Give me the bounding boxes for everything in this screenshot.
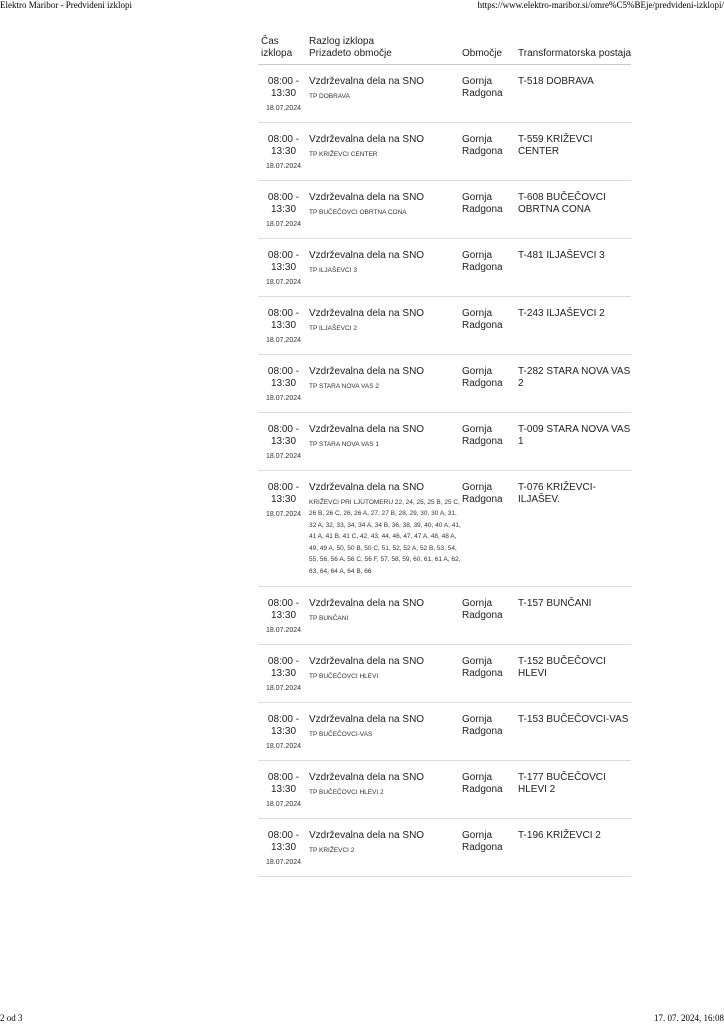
table-row bbox=[258, 413, 631, 471]
outage-date: 18.07.2024 bbox=[265, 743, 302, 750]
transformer-station: T-076 KRIŽEVCI-ILJAŠEV. bbox=[518, 482, 596, 505]
area-cell bbox=[462, 181, 518, 239]
outage-time: 08:00 - 13:30 bbox=[267, 250, 300, 273]
station-cell bbox=[518, 471, 631, 587]
time-cell bbox=[258, 239, 309, 297]
header-area: Območje bbox=[462, 35, 518, 65]
region-name: Gornja Radgona bbox=[462, 772, 503, 795]
region-name: Gornja Radgona bbox=[462, 598, 503, 621]
outage-time: 08:00 - 13:30 bbox=[267, 424, 300, 447]
outage-time: 08:00 - 13:30 bbox=[267, 830, 300, 853]
time-cell bbox=[258, 761, 309, 819]
outage-date: 18.07.2024 bbox=[265, 801, 302, 808]
station-cell bbox=[518, 703, 631, 761]
affected-area: TP BUNČANI bbox=[309, 614, 349, 622]
reason-cell bbox=[309, 587, 462, 645]
area-cell bbox=[462, 239, 518, 297]
outage-reason: Vzdrževalna dela na SNO bbox=[309, 308, 425, 319]
station-cell bbox=[518, 297, 631, 355]
reason-cell bbox=[309, 703, 462, 761]
outage-time: 08:00 - 13:30 bbox=[267, 772, 300, 795]
table-header bbox=[258, 35, 631, 65]
affected-area: KRIŽEVCI PRI LJUTOMERU 22, 24, 25, 25 B, 25 C, 26 B, 26 C, 26, 26 A, 27, 27 B, 28, 29, 30, 30 A, 31, 32 A, 32, 33, 34, 34 A, 34 B, 36, 38, 39, 40, 40 A, 41, 41 A, 41 B, 41 C, 42, 43, 44, 46, 47, 47 A, 48, 48 A, 49, 49 A, 50, 50 B, 50 C, 51, 52, 52 A, 52 B, 53, 54, 55, 56, 56 A, 56 C, 56 F, 57, 58, 59, 60, 61, 61 A, 62, 63, 64, 64 A, 64 B, 66 bbox=[309, 498, 461, 575]
region-name: Gornja Radgona bbox=[462, 482, 503, 505]
outage-reason: Vzdrževalna dela na SNO bbox=[309, 366, 425, 377]
area-cell bbox=[462, 355, 518, 413]
region-name: Gornja Radgona bbox=[462, 308, 503, 331]
transformer-station: T-243 ILJAŠEVCI 2 bbox=[518, 308, 605, 319]
time-cell bbox=[258, 181, 309, 239]
affected-area: TP KRIŽEVCI CENTER bbox=[309, 150, 378, 158]
header-reason-line2: Prizadeto območje bbox=[309, 48, 392, 59]
time-cell bbox=[258, 703, 309, 761]
header-time-line2: izklopa bbox=[261, 48, 293, 59]
outage-date: 18.07.2024 bbox=[265, 453, 302, 460]
station-cell bbox=[518, 239, 631, 297]
area-cell bbox=[462, 297, 518, 355]
area-cell bbox=[462, 471, 518, 587]
transformer-station: T-157 BUNČANI bbox=[518, 598, 592, 609]
region-name: Gornja Radgona bbox=[462, 366, 503, 389]
table-row bbox=[258, 239, 631, 297]
header-time bbox=[258, 35, 309, 65]
time-cell bbox=[258, 123, 309, 181]
outage-date: 18.07.2024 bbox=[265, 279, 302, 286]
outage-time: 08:00 - 13:30 bbox=[267, 134, 300, 157]
area-cell bbox=[462, 587, 518, 645]
outage-time: 08:00 - 13:30 bbox=[267, 76, 300, 99]
outage-table bbox=[258, 35, 631, 877]
affected-area: TP ILJAŠEVCI 2 bbox=[309, 324, 357, 332]
station-cell bbox=[518, 355, 631, 413]
time-cell bbox=[258, 297, 309, 355]
region-name: Gornja Radgona bbox=[462, 76, 503, 99]
area-cell bbox=[462, 761, 518, 819]
reason-cell bbox=[309, 181, 462, 239]
time-cell bbox=[258, 65, 309, 123]
station-cell bbox=[518, 123, 631, 181]
affected-area: TP STARA NOVA VAS 1 bbox=[309, 440, 379, 448]
outage-reason: Vzdrževalna dela na SNO bbox=[309, 424, 425, 435]
affected-area: TP KRIŽEVCI 2 bbox=[309, 846, 355, 854]
affected-area: TP ILJAŠEVCI 3 bbox=[309, 266, 357, 274]
area-cell bbox=[462, 819, 518, 877]
reason-cell bbox=[309, 819, 462, 877]
outage-reason: Vzdrževalna dela na SNO bbox=[309, 134, 425, 145]
outage-date: 18.07.2024 bbox=[265, 859, 302, 866]
outage-reason: Vzdrževalna dela na SNO bbox=[309, 482, 425, 493]
reason-cell bbox=[309, 123, 462, 181]
table-body bbox=[258, 65, 631, 877]
outage-date: 18.07.2024 bbox=[265, 511, 302, 518]
time-cell bbox=[258, 587, 309, 645]
table-row bbox=[258, 297, 631, 355]
affected-area: TP BUČEČOVCI OBRTNA CONA bbox=[309, 208, 407, 216]
time-cell bbox=[258, 413, 309, 471]
affected-area: TP DOBRAVA bbox=[309, 92, 350, 100]
station-cell bbox=[518, 65, 631, 123]
table-row bbox=[258, 65, 631, 123]
station-cell bbox=[518, 819, 631, 877]
header-station: Transformatorska postaja bbox=[518, 35, 631, 65]
region-name: Gornja Radgona bbox=[462, 830, 503, 853]
station-cell bbox=[518, 413, 631, 471]
table-row bbox=[258, 123, 631, 181]
affected-area: TP BUČEČOVCI HLEVI bbox=[309, 672, 379, 680]
station-cell bbox=[518, 587, 631, 645]
outage-reason: Vzdrževalna dela na SNO bbox=[309, 830, 425, 841]
time-cell bbox=[258, 645, 309, 703]
outage-date: 18.07.2024 bbox=[265, 105, 302, 112]
affected-area: TP STARA NOVA VAS 2 bbox=[309, 382, 379, 390]
print-timestamp: 17. 07. 2024, 16:08 bbox=[653, 1013, 724, 1023]
outage-time: 08:00 - 13:30 bbox=[267, 192, 300, 215]
table-row bbox=[258, 471, 631, 587]
transformer-station: T-177 BUČEČOVCI HLEVI 2 bbox=[518, 772, 606, 795]
region-name: Gornja Radgona bbox=[462, 714, 503, 737]
transformer-station: T-196 KRIŽEVCI 2 bbox=[518, 830, 601, 841]
transformer-station: T-608 BUČEČOVCI OBRTNA CONA bbox=[518, 192, 606, 215]
page-url: https://www.elektro-maribor.si/omre%C5%BEje/predvideni-izklopi/ bbox=[477, 0, 724, 10]
station-cell bbox=[518, 181, 631, 239]
reason-cell bbox=[309, 297, 462, 355]
outage-date: 18.07.2024 bbox=[265, 627, 302, 634]
outage-time: 08:00 - 13:30 bbox=[267, 308, 300, 331]
outage-date: 18.07.2024 bbox=[265, 337, 302, 344]
station-cell bbox=[518, 645, 631, 703]
reason-cell bbox=[309, 65, 462, 123]
outage-time: 08:00 - 13:30 bbox=[267, 598, 300, 621]
affected-area: TP BUČEČOVCI-VAS bbox=[309, 730, 373, 738]
outage-reason: Vzdrževalna dela na SNO bbox=[309, 192, 425, 203]
station-cell bbox=[518, 761, 631, 819]
outage-date: 18.07.2024 bbox=[265, 395, 302, 402]
outage-date: 18.07.2024 bbox=[265, 221, 302, 228]
outage-reason: Vzdrževalna dela na SNO bbox=[309, 772, 425, 783]
header-reason-line1: Razlog izklopa bbox=[309, 36, 375, 47]
reason-cell bbox=[309, 761, 462, 819]
area-cell bbox=[462, 703, 518, 761]
region-name: Gornja Radgona bbox=[462, 134, 503, 157]
affected-area: TP BUČEČOVCI HLEVI 2 bbox=[309, 788, 384, 796]
outage-reason: Vzdrževalna dela na SNO bbox=[309, 250, 425, 261]
table-row bbox=[258, 587, 631, 645]
transformer-station: T-152 BUČEČOVCI HLEVI bbox=[518, 656, 606, 679]
outage-time: 08:00 - 13:30 bbox=[267, 656, 300, 679]
table-row bbox=[258, 355, 631, 413]
header-time-line1: Čas bbox=[261, 36, 279, 47]
reason-cell bbox=[309, 413, 462, 471]
print-header bbox=[0, 0, 724, 10]
reason-cell bbox=[309, 471, 462, 587]
outage-reason: Vzdrževalna dela na SNO bbox=[309, 598, 425, 609]
transformer-station: T-153 BUČEČOVCI-VAS bbox=[518, 714, 629, 725]
page-number: 2 od 3 bbox=[0, 1013, 23, 1023]
outage-time: 08:00 - 13:30 bbox=[267, 366, 300, 389]
outage-date: 18.07.2024 bbox=[265, 163, 302, 170]
transformer-station: T-559 KRIŽEVCI CENTER bbox=[518, 134, 593, 157]
table-row bbox=[258, 761, 631, 819]
outage-time: 08:00 - 13:30 bbox=[267, 482, 300, 505]
outage-date: 18.07.2024 bbox=[265, 685, 302, 692]
region-name: Gornja Radgona bbox=[462, 424, 503, 447]
outage-reason: Vzdrževalna dela na SNO bbox=[309, 714, 425, 725]
transformer-station: T-518 DOBRAVA bbox=[518, 76, 594, 87]
area-cell bbox=[462, 413, 518, 471]
reason-cell bbox=[309, 239, 462, 297]
transformer-station: T-009 STARA NOVA VAS 1 bbox=[518, 424, 631, 447]
table-row bbox=[258, 181, 631, 239]
table-row bbox=[258, 703, 631, 761]
area-cell bbox=[462, 123, 518, 181]
time-cell bbox=[258, 355, 309, 413]
header-row bbox=[258, 35, 631, 65]
region-name: Gornja Radgona bbox=[462, 656, 503, 679]
reason-cell bbox=[309, 355, 462, 413]
area-cell bbox=[462, 65, 518, 123]
region-name: Gornja Radgona bbox=[462, 192, 503, 215]
transformer-station: T-481 ILJAŠEVCI 3 bbox=[518, 250, 605, 261]
table-row bbox=[258, 645, 631, 703]
region-name: Gornja Radgona bbox=[462, 250, 503, 273]
outage-reason: Vzdrževalna dela na SNO bbox=[309, 76, 425, 87]
time-cell bbox=[258, 471, 309, 587]
table-row bbox=[258, 819, 631, 877]
outage-time: 08:00 - 13:30 bbox=[267, 714, 300, 737]
print-footer bbox=[0, 1013, 724, 1023]
header-reason bbox=[309, 35, 462, 65]
page-title: Elektro Maribor - Predvideni izklopi bbox=[0, 0, 132, 10]
time-cell bbox=[258, 819, 309, 877]
transformer-station: T-282 STARA NOVA VAS 2 bbox=[518, 366, 631, 389]
outage-reason: Vzdrževalna dela na SNO bbox=[309, 656, 425, 667]
reason-cell bbox=[309, 645, 462, 703]
area-cell bbox=[462, 645, 518, 703]
